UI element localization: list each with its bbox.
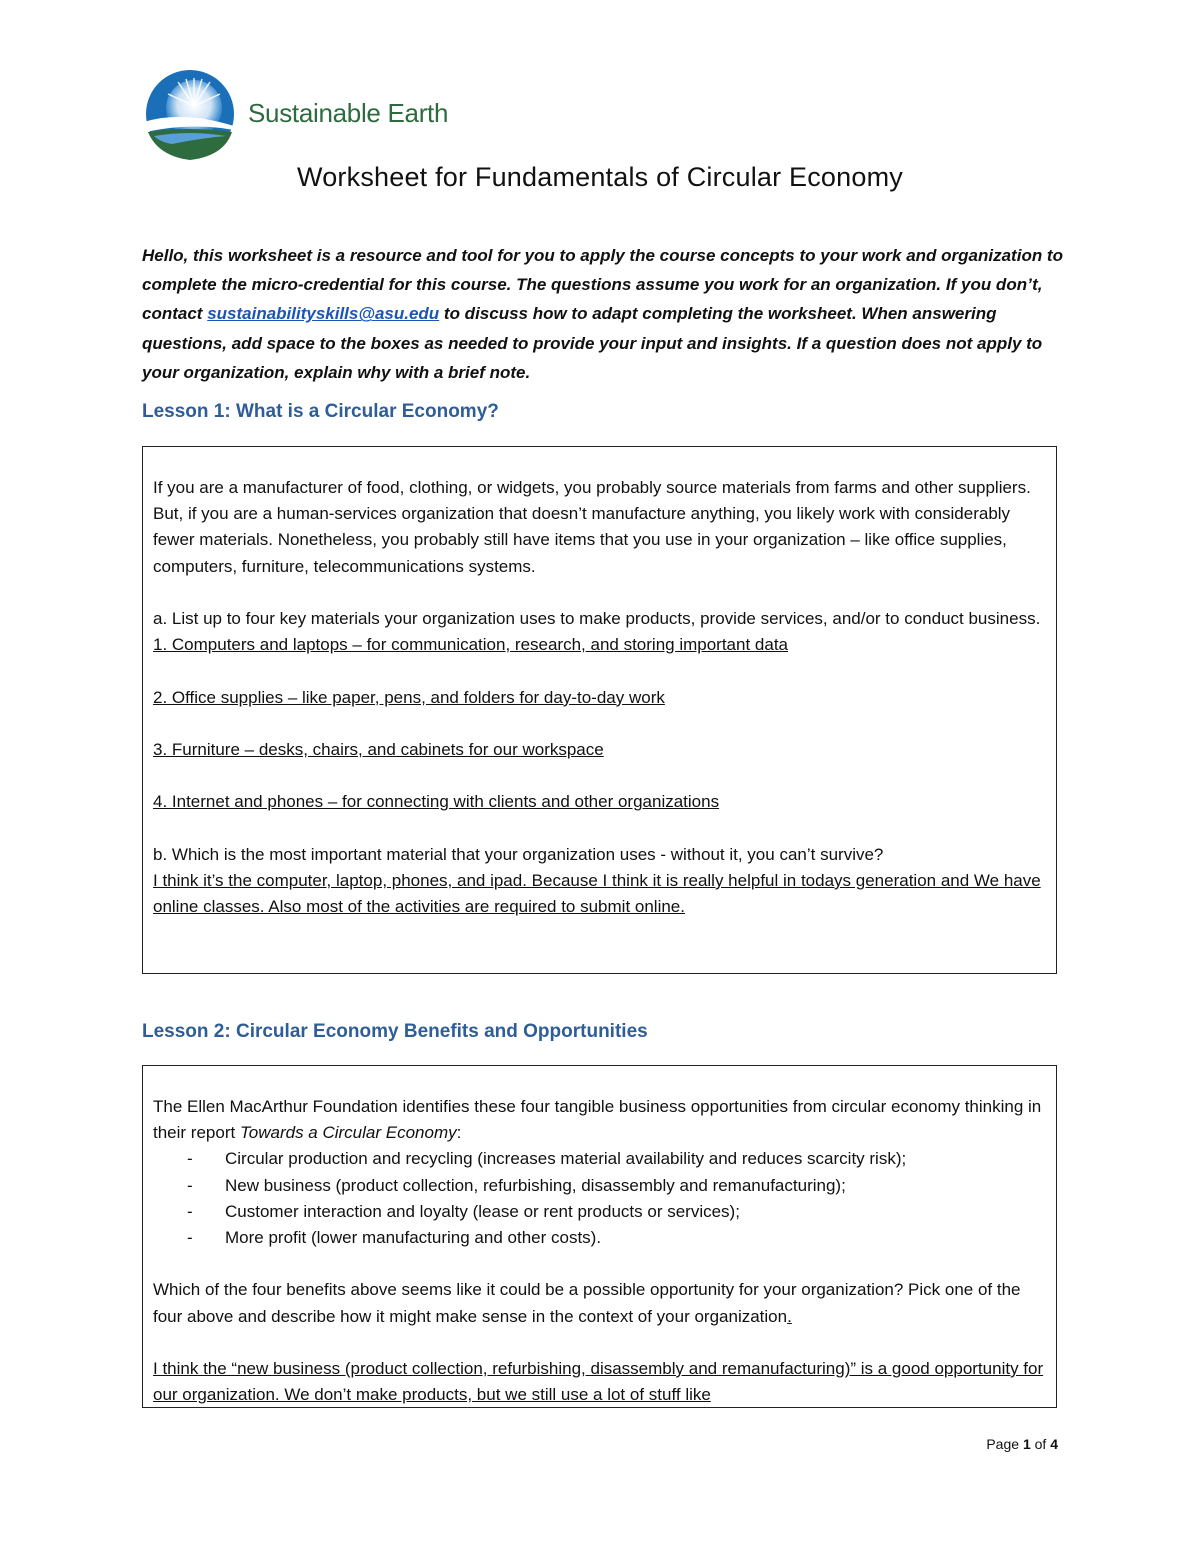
- benefit-text: More profit (lower manufacturing and other costs).: [225, 1228, 602, 1248]
- benefit-list-item: [153, 1199, 1048, 1225]
- benefit-text: Circular production and recycling (increases material availability and reduces scarcity risk);: [225, 1149, 907, 1169]
- page-word: Page: [986, 1436, 1020, 1452]
- benefit-list-item: [153, 1225, 1048, 1251]
- context-colon: :: [456, 1123, 462, 1143]
- lesson-1-question-b: b. Which is the most important material that your organization uses - without it, you can’t survive?: [153, 844, 884, 864]
- of-word: of: [1034, 1436, 1047, 1452]
- bullet-dash: -: [187, 1228, 193, 1248]
- answer-a-item[interactable]: 1. Computers and laptops – for communication, research, and storing important data: [153, 635, 789, 655]
- lesson-2-heading: Lesson 2: Circular Economy Benefits and Opportunities: [142, 1021, 648, 1042]
- intro-text-end: to discuss how to adapt completing the worksheet. When answering questions, add space to the boxes as needed to provide your input and insights. If a question does not apply to your organization, explain why with a brief note.: [142, 304, 1043, 382]
- lesson-2-answer[interactable]: I think the “new business (product collection, refurbishing, disassembly and remanufacturing)” is a good opportunity for our organization. We don’t make products, but we still use a lot of stuff like: [153, 1359, 1044, 1405]
- current-page: 1: [1022, 1436, 1031, 1452]
- document-title: Worksheet for Fundamentals of Circular Economy: [297, 162, 903, 192]
- benefit-list-item: [153, 1173, 1048, 1199]
- lesson-1-box: [142, 446, 1057, 974]
- sustainable-earth-logo: [142, 70, 449, 162]
- bullet-dash: -: [187, 1175, 193, 1195]
- lesson-1-context: If you are a manufacturer of food, clothing, or widgets, you probably source materials from farms and other suppliers. But, if you are a human-services organization that doesn’t manufacture anything, you likely work with considerably fewer materials. Nonetheless, you probably still have items that you use in your organization – like office supplies, computers, furniture, telecommunications systems.: [153, 478, 1031, 576]
- benefit-text: New business (product collection, refurbishing, disassembly and remanufacturing);: [225, 1175, 846, 1195]
- lesson-2-question: [153, 1277, 1048, 1329]
- answer-b[interactable]: I think it’s the computer, laptop, phones, and ipad. Because I think it is really helpful in todays generation and We have online classes. Also most of the activities are required to submit online.: [153, 870, 1041, 917]
- total-pages: 4: [1050, 1436, 1058, 1452]
- contact-email-link[interactable]: sustainabilityskills@asu.edu: [207, 304, 440, 324]
- earth-logo-icon: [142, 70, 238, 162]
- answer-a-item[interactable]: 2. Office supplies – like paper, pens, and folders for day-to-day work: [153, 687, 665, 707]
- bullet-dash: -: [187, 1149, 193, 1169]
- answer-a-item[interactable]: 4. Internet and phones – for connecting with clients and other organizations: [153, 792, 720, 812]
- report-title: Towards a Circular Economy: [239, 1123, 457, 1143]
- context-text: The Ellen MacArthur Foundation identifies these four tangible business opportunities from circular economy thinking in their report: [153, 1097, 1042, 1143]
- page-number: [986, 1436, 1058, 1452]
- intro-paragraph: [142, 241, 1072, 387]
- question-text: Which of the four benefits above seems like it could be a possible opportunity for your organization? Pick one of the four above and describe how it might make sense in the context of your organization: [153, 1280, 1021, 1326]
- logo-text: Sustainable Earth: [248, 98, 449, 128]
- question-period: .: [787, 1306, 792, 1326]
- bullet-dash: -: [187, 1201, 193, 1221]
- answer-a-item[interactable]: 3. Furniture – desks, chairs, and cabinets for our workspace: [153, 739, 604, 759]
- lesson-1-heading: Lesson 1: What is a Circular Economy?: [142, 401, 499, 422]
- intro-text-start: Hello, this worksheet is a resource and tool for you to apply the course concepts to your work and organization to complete the micro-credential for this course. The questions assume you work for an organization. If you don’t, contact: [142, 246, 1063, 324]
- benefit-list-item: [153, 1146, 1048, 1172]
- benefit-text: Customer interaction and loyalty (lease or rent products or services);: [225, 1201, 740, 1221]
- lesson-2-context: [153, 1094, 1048, 1146]
- lesson-1-question-a: a. List up to four key materials your organization uses to make products, provide services, and/or to conduct business.: [153, 609, 1041, 628]
- lesson-2-box: [142, 1065, 1057, 1408]
